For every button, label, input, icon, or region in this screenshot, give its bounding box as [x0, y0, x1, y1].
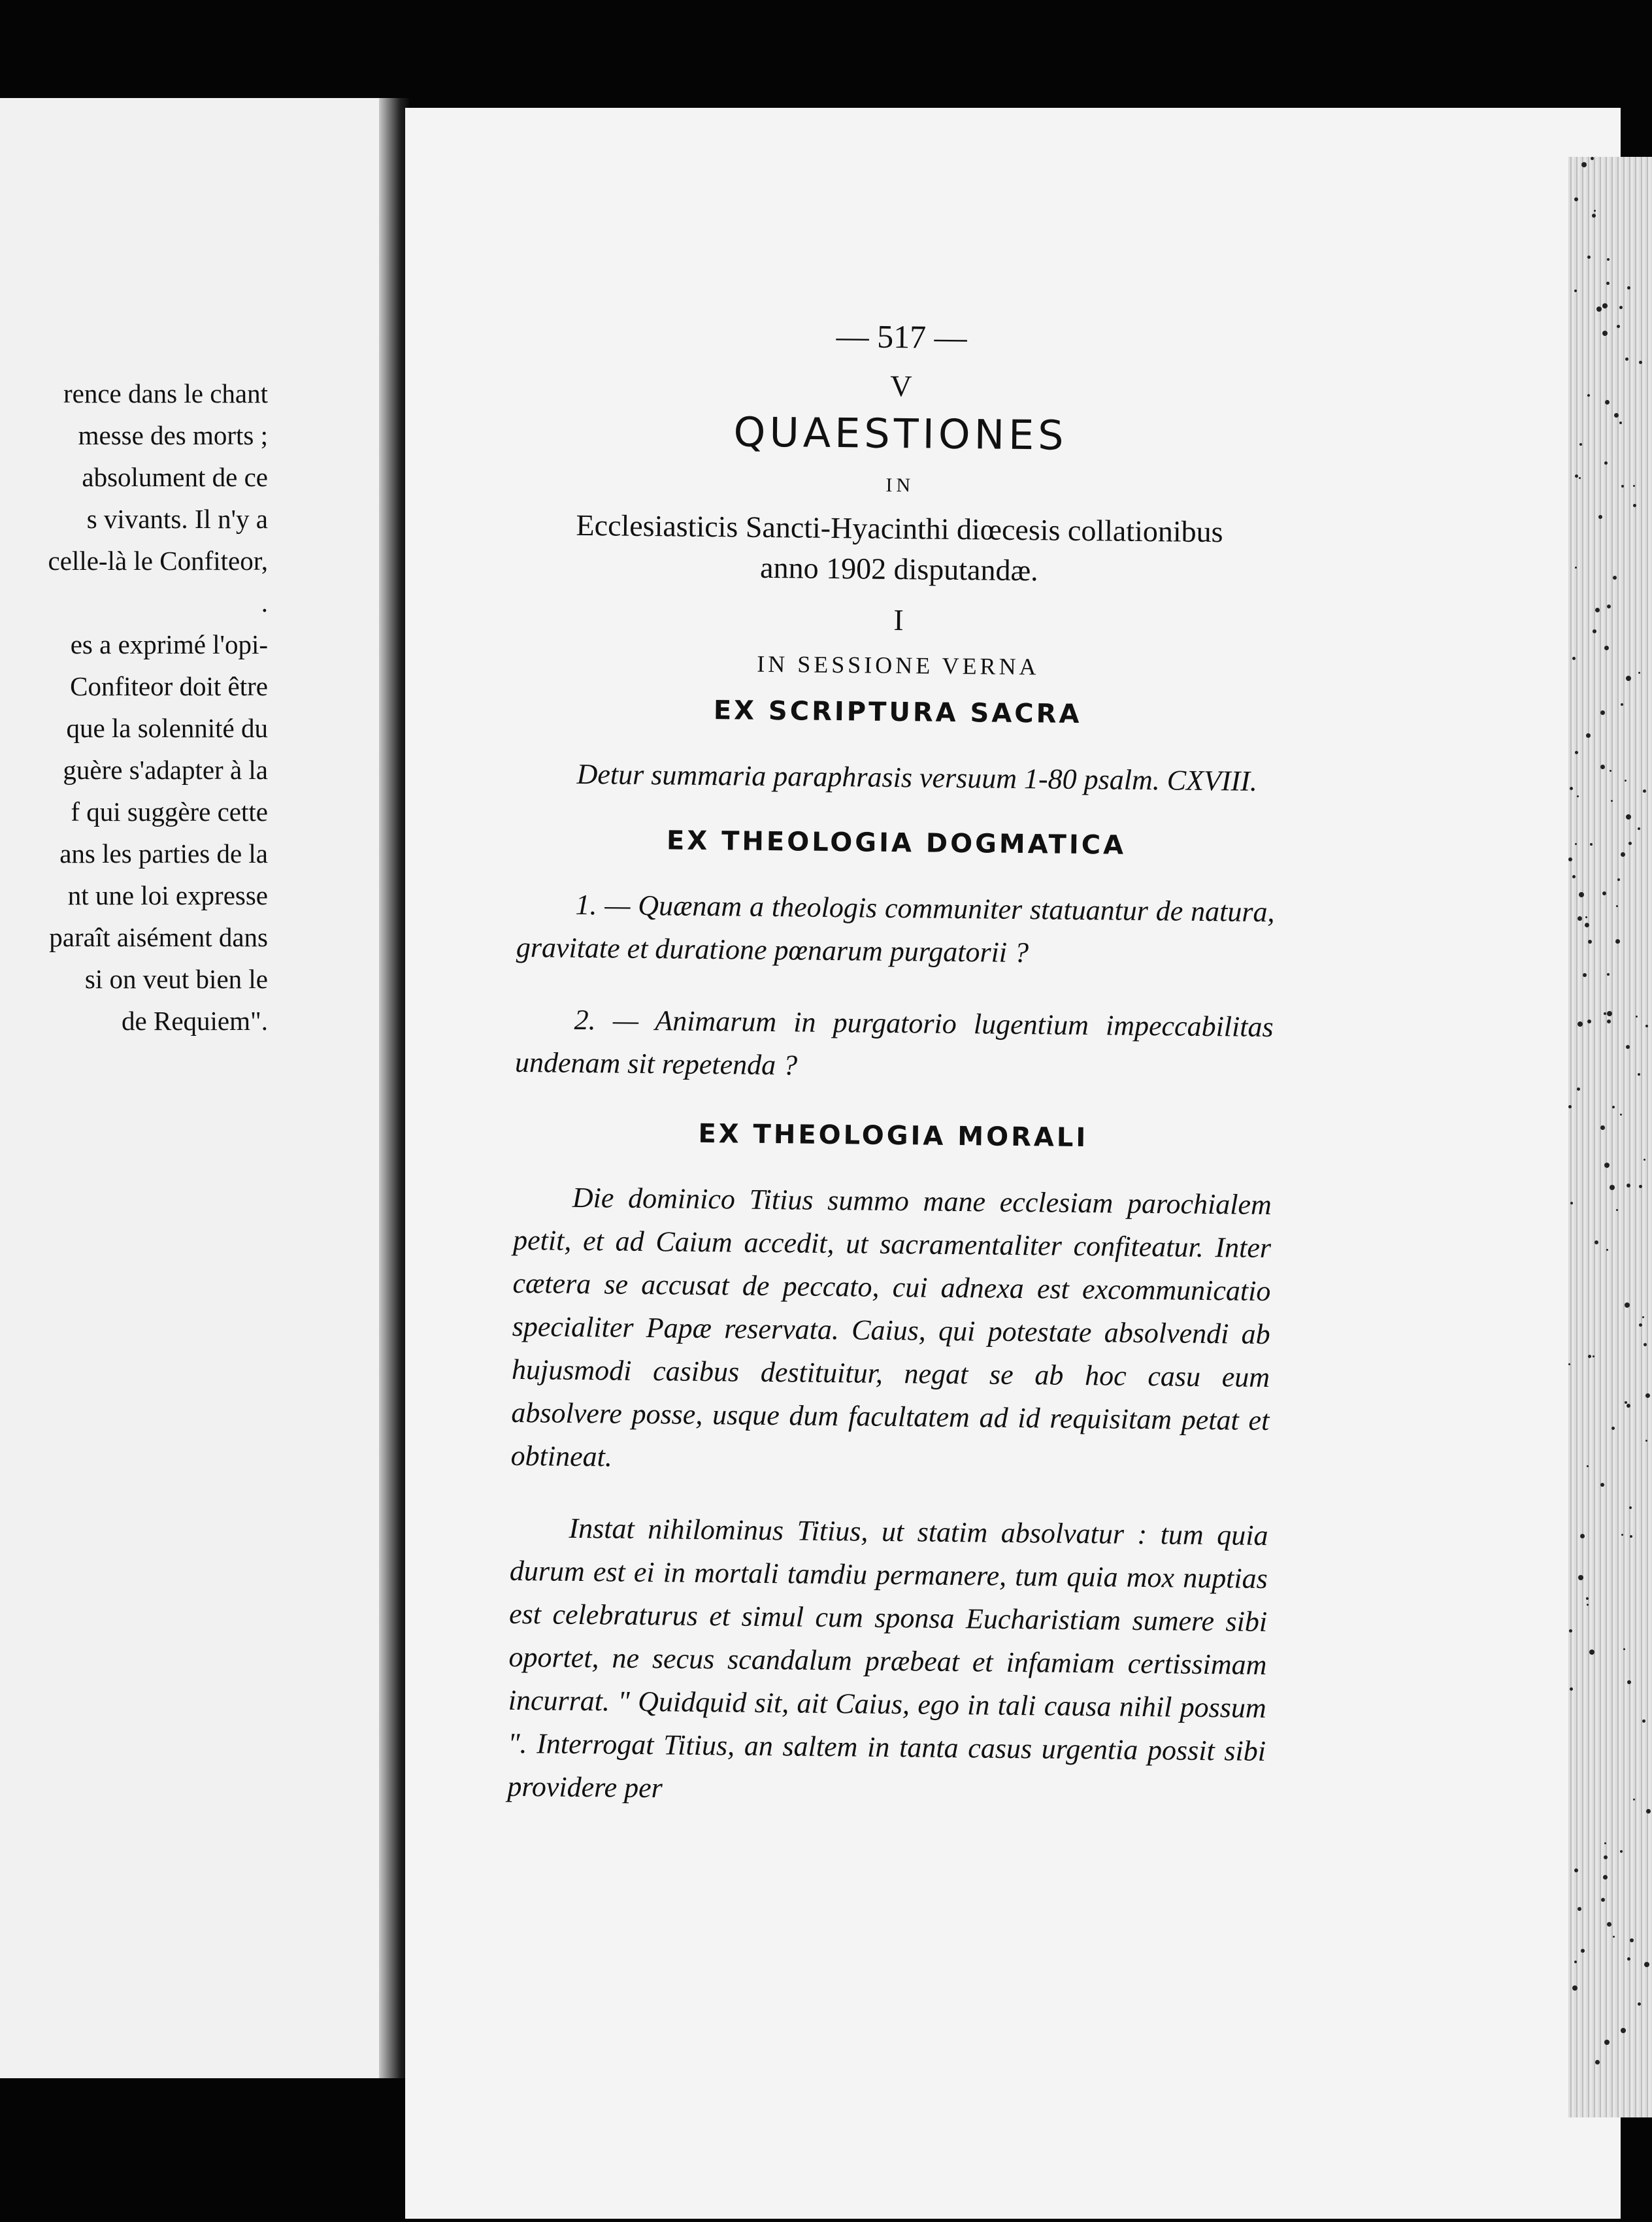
- edge-speck: [1604, 1842, 1606, 1844]
- left-line: guère s'adapter à la: [63, 755, 268, 785]
- edge-speck: [1638, 1073, 1640, 1076]
- left-line: Confiteor doit être: [70, 671, 268, 701]
- edge-speck: [1595, 608, 1600, 612]
- right-page-text: [507, 314, 1281, 1816]
- edge-speck: [1592, 214, 1596, 218]
- edge-speck: [1574, 1961, 1577, 1963]
- edge-speck: [1636, 1016, 1638, 1018]
- left-page-text: [0, 373, 268, 1042]
- edge-speck: [1627, 1680, 1631, 1684]
- edge-speck: [1626, 814, 1631, 820]
- edge-speck: [1578, 916, 1582, 921]
- left-page: [0, 98, 392, 2078]
- edge-speck: [1577, 795, 1579, 797]
- section-heading-dogmatic: EX THEOLOGIA DOGMATICA: [666, 825, 1127, 861]
- edge-speck: [1607, 258, 1610, 261]
- edge-speck: [1585, 916, 1587, 918]
- edge-speck: [1620, 1114, 1622, 1116]
- edge-speck: [1613, 1936, 1615, 1938]
- edge-speck: [1605, 400, 1610, 405]
- edge-speck: [1642, 1719, 1645, 1723]
- edge-speck: [1587, 394, 1590, 397]
- edge-speck: [1607, 973, 1610, 976]
- edge-speck: [1583, 973, 1587, 977]
- edge-speck: [1627, 1404, 1630, 1408]
- edge-speck: [1606, 1249, 1608, 1251]
- edge-speck: [1630, 1535, 1632, 1538]
- part-number: V: [889, 369, 912, 403]
- left-line: celle-là le Confiteor,: [48, 546, 268, 576]
- edge-speck: [1602, 891, 1606, 895]
- edge-speck: [1604, 1855, 1608, 1859]
- page-edge: [1568, 157, 1652, 2117]
- edge-speck: [1638, 827, 1640, 830]
- left-line: si on veut bien le: [84, 964, 268, 994]
- edge-speck: [1610, 1185, 1615, 1190]
- edge-speck: [1579, 892, 1584, 897]
- edge-speck: [1645, 1393, 1650, 1398]
- edge-speck: [1628, 842, 1632, 845]
- edge-speck: [1593, 629, 1596, 633]
- left-line: absolument de ce: [82, 462, 268, 492]
- dogmatic-question-2: 2. — Animarum in purgatorio lugentium impeccabilitas undenam sit repetenda ?: [514, 1003, 1274, 1082]
- edge-speck: [1579, 477, 1581, 479]
- left-line: de Requiem".: [122, 1006, 268, 1036]
- edge-speck: [1633, 485, 1635, 487]
- edge-speck: [1572, 1985, 1578, 1991]
- edge-speck: [1646, 1809, 1651, 1814]
- edge-speck: [1587, 1465, 1589, 1467]
- edge-speck: [1600, 765, 1605, 769]
- edge-speck: [1580, 1534, 1585, 1538]
- edge-speck: [1642, 1316, 1644, 1318]
- edge-speck: [1581, 162, 1587, 167]
- left-line: ans les parties de la: [59, 838, 268, 869]
- edge-speck: [1621, 703, 1623, 706]
- edge-speck: [1621, 485, 1624, 488]
- edge-speck: [1575, 567, 1577, 569]
- edge-speck: [1627, 286, 1630, 290]
- edge-speck: [1639, 1185, 1642, 1188]
- section-heading-scripture: EX SCRIPTURA SACRA: [713, 695, 1082, 729]
- edge-speck: [1575, 843, 1577, 845]
- page-number: — 517 —: [836, 318, 967, 356]
- edge-speck: [1575, 474, 1578, 478]
- edge-speck: [1603, 1875, 1608, 1880]
- edge-speck: [1627, 1184, 1630, 1187]
- edge-speck: [1581, 1949, 1585, 1953]
- edge-speck: [1633, 1799, 1635, 1800]
- edge-speck: [1626, 1045, 1630, 1049]
- edge-speck: [1568, 1105, 1572, 1108]
- edge-speck: [1601, 1898, 1605, 1902]
- left-line: s vivants. Il n'y a: [86, 504, 268, 534]
- edge-speck: [1621, 1534, 1623, 1536]
- edge-speck: [1627, 1957, 1630, 1961]
- moral-paragraph-1: Die dominico Titius summo mane ecclesiam parochialem petit, et ad Caium accedit, ut sacramentaliter confiteatur. Inter cætera se accusat de peccato, cui adnexa est excommunicatio specialiter Papæ reservata. Caius, qui potestate absolvendi ab hujusmodi casibus destituitur, negat se ab hoc casu eum absolvere posse, usque dum facultatem ad id requisitam petat et obtineat.: [510, 1181, 1272, 1473]
- section-heading-moral: EX THEOLOGIA MORALI: [698, 1118, 1089, 1153]
- edge-speck: [1600, 710, 1605, 715]
- preposition: IN: [885, 474, 915, 497]
- edge-speck: [1587, 1020, 1591, 1023]
- left-line: .: [261, 588, 268, 618]
- edge-speck: [1623, 1648, 1625, 1650]
- edge-speck: [1606, 282, 1610, 285]
- edge-speck: [1568, 1363, 1570, 1365]
- edge-speck: [1644, 1159, 1645, 1161]
- edge-speck: [1574, 290, 1577, 292]
- edge-speck: [1643, 789, 1646, 793]
- edge-speck: [1598, 515, 1602, 519]
- edge-speck: [1578, 1575, 1583, 1580]
- edge-speck: [1613, 576, 1617, 580]
- edge-speck: [1607, 1011, 1612, 1016]
- edge-speck: [1633, 504, 1636, 507]
- edge-speck: [1602, 331, 1608, 336]
- edge-speck: [1590, 843, 1593, 846]
- dogmatic-question-1: 1. — Quænam a theologis communiter statuantur de natura, gravitate et duratione pœnarum purgatorii ?: [516, 888, 1275, 969]
- edge-speck: [1639, 361, 1642, 364]
- subtitle-line: Ecclesiasticis Sancti-Hyacinthi diœcesis collationibus: [576, 508, 1223, 549]
- edge-speck: [1617, 878, 1620, 881]
- edge-speck: [1572, 657, 1576, 660]
- edge-speck: [1604, 1163, 1610, 1168]
- edge-speck: [1570, 787, 1573, 790]
- edge-speck: [1625, 357, 1628, 361]
- edge-speck: [1586, 1597, 1589, 1600]
- session-title: IN SESSIONE VERNA: [757, 650, 1040, 680]
- edge-speck: [1578, 1021, 1583, 1027]
- edge-speck: [1638, 2002, 1641, 2006]
- left-line: f qui suggère cette: [71, 797, 268, 827]
- edge-speck: [1639, 1323, 1642, 1327]
- left-line: que la solennité du: [66, 713, 268, 743]
- subtitle: [520, 505, 1279, 593]
- edge-speck: [1621, 852, 1625, 857]
- edge-speck: [1577, 1087, 1580, 1091]
- edge-speck: [1572, 875, 1576, 878]
- edge-speck: [1575, 751, 1578, 754]
- edge-speck: [1587, 256, 1591, 259]
- edge-speck: [1645, 1025, 1648, 1027]
- edge-speck: [1644, 1962, 1649, 1967]
- edge-speck: [1604, 461, 1608, 465]
- edge-speck: [1594, 1240, 1598, 1244]
- left-line: nt une loi expresse: [67, 880, 268, 910]
- edge-speck: [1595, 2060, 1600, 2064]
- left-line: paraît aisément dans: [49, 922, 268, 952]
- edge-speck: [1607, 1922, 1611, 1927]
- edge-speck: [1604, 646, 1609, 650]
- edge-speck: [1645, 1440, 1647, 1442]
- left-line: rence dans le chant: [63, 378, 268, 408]
- edge-speck: [1625, 1302, 1630, 1308]
- edge-speck: [1611, 800, 1613, 802]
- edge-speck: [1616, 1209, 1618, 1211]
- left-line: messe des morts ;: [78, 420, 268, 450]
- edge-speck: [1614, 413, 1619, 418]
- edge-speck: [1612, 1106, 1615, 1108]
- edge-speck: [1586, 733, 1591, 738]
- edge-speck: [1607, 605, 1611, 608]
- edge-speck: [1570, 1202, 1573, 1204]
- moral-paragraph-2: Instat nihilominus Titius, ut statim absolvatur : tum quia durum est ei in mortali tamdiu permanere, tum quia mox nuptias est celebraturus et simul cum sponsa Eucharistiam sumere sibi oportet, ne secus scandalum præbeat et infamiam certissimam incurrat. " Quidquid sit, ait Caius, ego in tali causa nihil possum ". Interrogat Titius, an saltem in tanta casus urgentia possit sibi providere per: [507, 1512, 1268, 1804]
- edge-speck: [1587, 1604, 1589, 1606]
- edge-speck: [1585, 923, 1589, 927]
- edge-speck: [1574, 197, 1578, 201]
- edge-speck: [1574, 1868, 1578, 1872]
- edge-speck: [1594, 210, 1596, 212]
- edge-speck: [1604, 2040, 1610, 2045]
- scripture-text: Detur summaria paraphrasis versuum 1-80 psalm. CXVIII.: [576, 757, 1258, 797]
- edge-speck: [1644, 1343, 1647, 1346]
- edge-speck: [1588, 940, 1592, 944]
- edge-speck: [1591, 157, 1594, 160]
- edge-speck: [1604, 1012, 1606, 1015]
- edge-speck: [1638, 672, 1640, 674]
- edge-speck: [1619, 306, 1623, 309]
- edge-speck: [1607, 1020, 1611, 1023]
- page-title: QUAESTIONES: [733, 408, 1068, 459]
- edge-speck: [1596, 307, 1602, 312]
- edge-speck: [1619, 422, 1622, 424]
- edge-speck: [1579, 443, 1582, 446]
- edge-speck: [1625, 780, 1627, 782]
- edge-speck: [1615, 939, 1620, 944]
- edge-speck: [1568, 857, 1572, 861]
- session-number: I: [893, 603, 904, 637]
- edge-speck: [1588, 1355, 1591, 1358]
- edge-speck: [1570, 1687, 1573, 1691]
- edge-speck: [1610, 770, 1611, 772]
- edge-speck: [1593, 1355, 1594, 1357]
- edge-speck: [1602, 303, 1608, 308]
- edge-speck: [1569, 1629, 1572, 1633]
- subtitle-line: anno 1902 disputandæ.: [759, 550, 1038, 588]
- edge-speck: [1616, 905, 1618, 907]
- edge-speck: [1625, 1401, 1627, 1404]
- edge-speck: [1617, 325, 1620, 328]
- edge-speck: [1578, 1907, 1581, 1911]
- edge-speck: [1620, 1850, 1623, 1853]
- edge-speck: [1626, 676, 1631, 681]
- edge-speck: [1600, 1483, 1604, 1487]
- edge-speck: [1611, 1427, 1615, 1430]
- edge-speck: [1600, 1125, 1605, 1130]
- edge-speck: [1621, 2028, 1626, 2033]
- edge-speck: [1630, 1938, 1634, 1942]
- edge-speck: [1589, 1650, 1594, 1655]
- left-line: es a exprimé l'opi-: [70, 629, 268, 659]
- edge-speck: [1629, 1506, 1632, 1509]
